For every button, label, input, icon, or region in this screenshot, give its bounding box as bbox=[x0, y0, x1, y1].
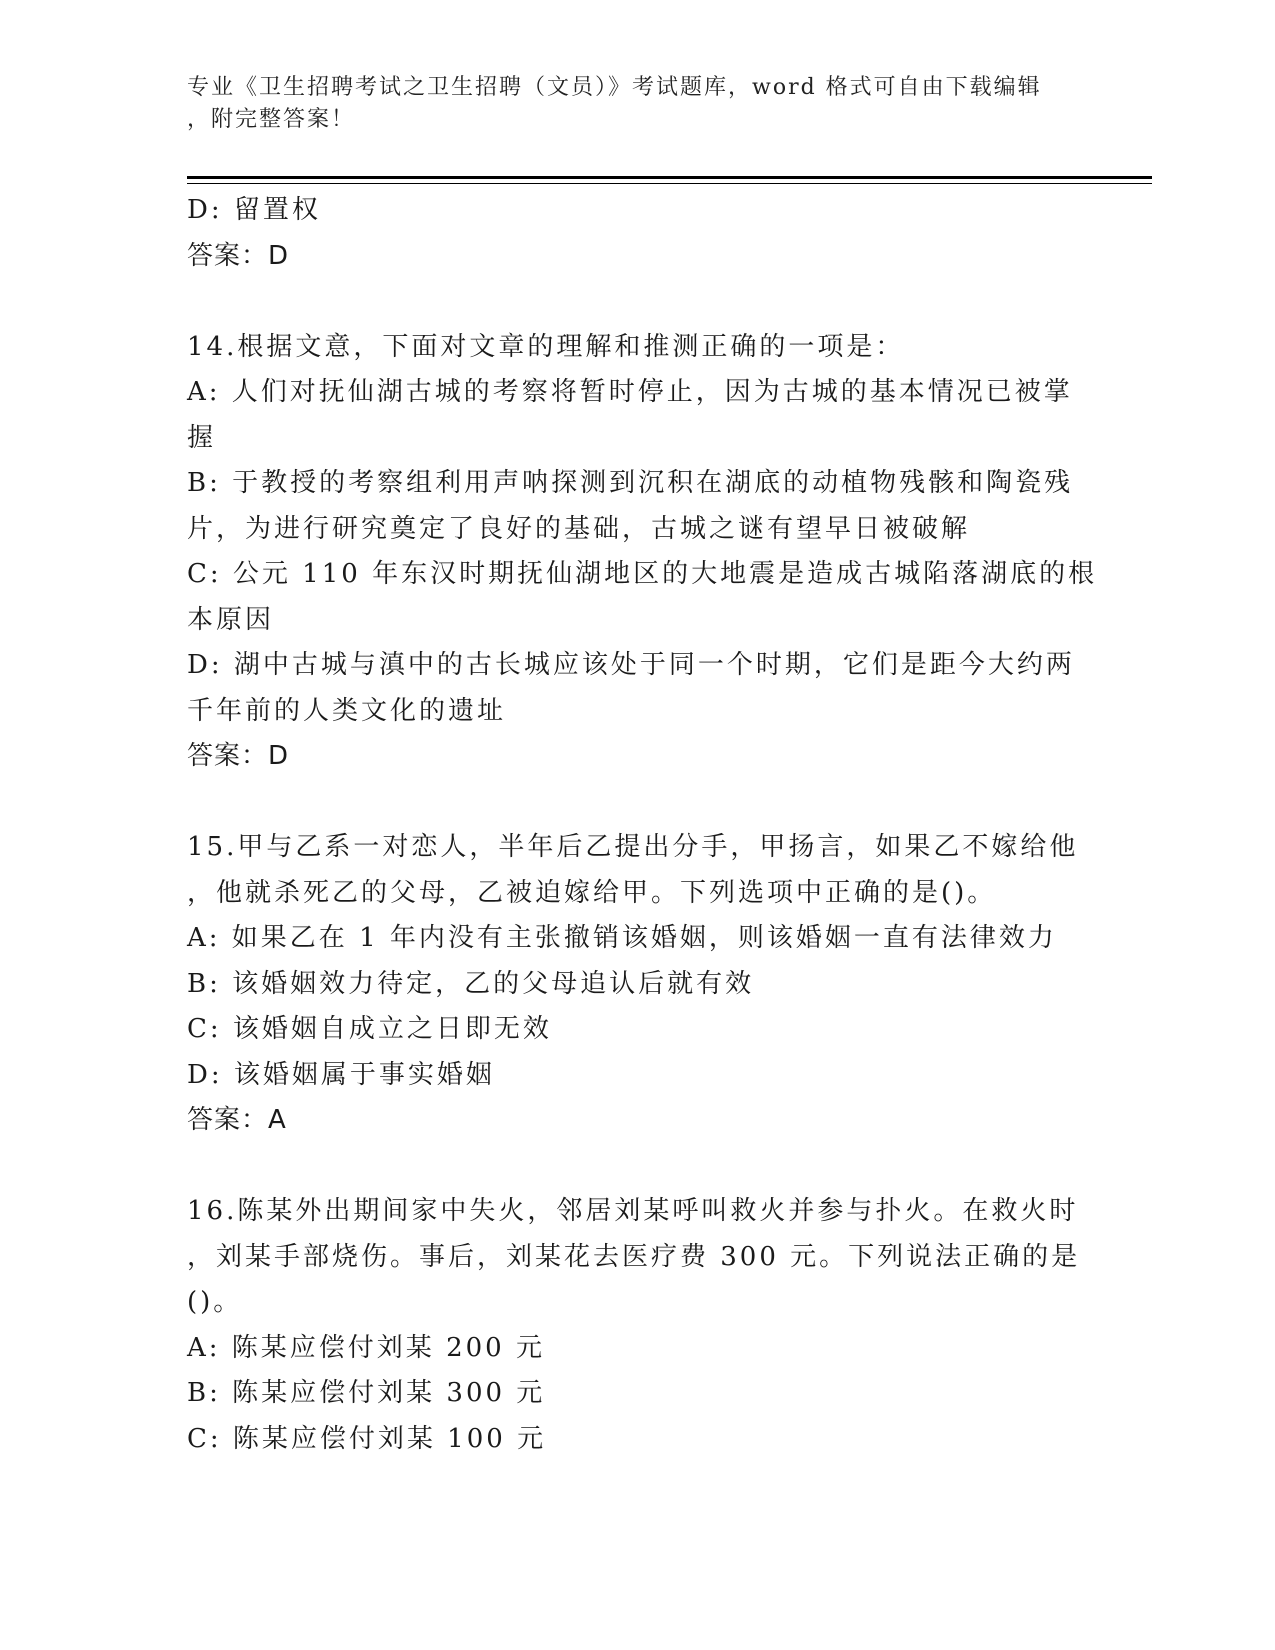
q16-option-c: C: 陈某应偿付刘某 100 元 bbox=[187, 1423, 547, 1454]
document-body bbox=[187, 188, 1098, 1462]
q14-stem: 14.根据文意，下面对文章的理解和推测正确的一项是： bbox=[187, 331, 905, 362]
header-line: ，附完整答案！ bbox=[187, 107, 356, 132]
q15-stem-cont: ，他就杀死乙的父母，乙被迫嫁给甲。下列选项中正确的是()。 bbox=[187, 877, 997, 908]
q16-option-a: A: 陈某应偿付刘某 200 元 bbox=[187, 1332, 545, 1363]
q14-option-d: D: 湖中古城与滇中的古长城应该处于同一个时期，它们是距今大约两 bbox=[187, 650, 1075, 680]
document-header bbox=[187, 72, 1087, 136]
q14-option-c: C: 公元 110 年东汉时期抚仙湖地区的大地震是造成古城陷落湖底的根 bbox=[187, 559, 1098, 589]
q15-option-b: B: 该婚姻效力待定，乙的父母追认后就有效 bbox=[187, 968, 755, 999]
q14-option-a-cont: 握 bbox=[187, 422, 217, 453]
spacer bbox=[187, 780, 1087, 826]
q14-option-b: B: 于教授的考察组利用声呐探测到沉积在湖底的动植物残骸和陶瓷残 bbox=[187, 468, 1074, 498]
q13-option-d: D: 留置权 bbox=[187, 195, 321, 225]
spacer bbox=[187, 279, 1087, 325]
header-divider-thin bbox=[187, 183, 1152, 184]
header-divider-thick bbox=[187, 176, 1152, 179]
q15-option-a: A: 如果乙在 1 年内没有主张撤销该婚姻，则该婚姻一直有法律效力 bbox=[187, 923, 1057, 953]
q16-option-b: B: 陈某应偿付刘某 300 元 bbox=[187, 1378, 546, 1408]
q13-answer: 答案：D bbox=[187, 240, 290, 271]
q16-stem-cont: ()。 bbox=[187, 1287, 243, 1317]
q15-stem: 15.甲与乙系一对恋人，半年后乙提出分手，甲扬言，如果乙不嫁给他 bbox=[187, 832, 1079, 862]
q14-option-b-cont: 片，为进行研究奠定了良好的基础，古城之谜有望早日被破解 bbox=[187, 513, 971, 544]
q14-answer: 答案：D bbox=[187, 741, 290, 771]
q15-answer: 答案：A bbox=[187, 1105, 287, 1135]
q16-stem: 16.陈某外出期间家中失火，邻居刘某呼叫救火并参与扑火。在救火时 bbox=[187, 1196, 1079, 1226]
q14-option-c-cont: 本原因 bbox=[187, 604, 275, 635]
q14-option-d-cont: 千年前的人类文化的遗址 bbox=[187, 695, 507, 726]
q16-stem-cont: ，刘某手部烧伤。事后，刘某花去医疗费 300 元。下列说法正确的是 bbox=[187, 1241, 1081, 1272]
header-line: 专业《卫生招聘考试之卫生招聘（文员）》考试题库，word 格式可自由下载编辑 bbox=[187, 75, 1042, 100]
spacer bbox=[187, 1144, 1087, 1190]
q14-option-a: A: 人们对抚仙湖古城的考察将暂时停止，因为古城的基本情况已被掌 bbox=[187, 377, 1073, 407]
q15-option-d: D: 该婚姻属于事实婚姻 bbox=[187, 1059, 495, 1090]
q15-option-c: C: 该婚姻自成立之日即无效 bbox=[187, 1014, 552, 1044]
